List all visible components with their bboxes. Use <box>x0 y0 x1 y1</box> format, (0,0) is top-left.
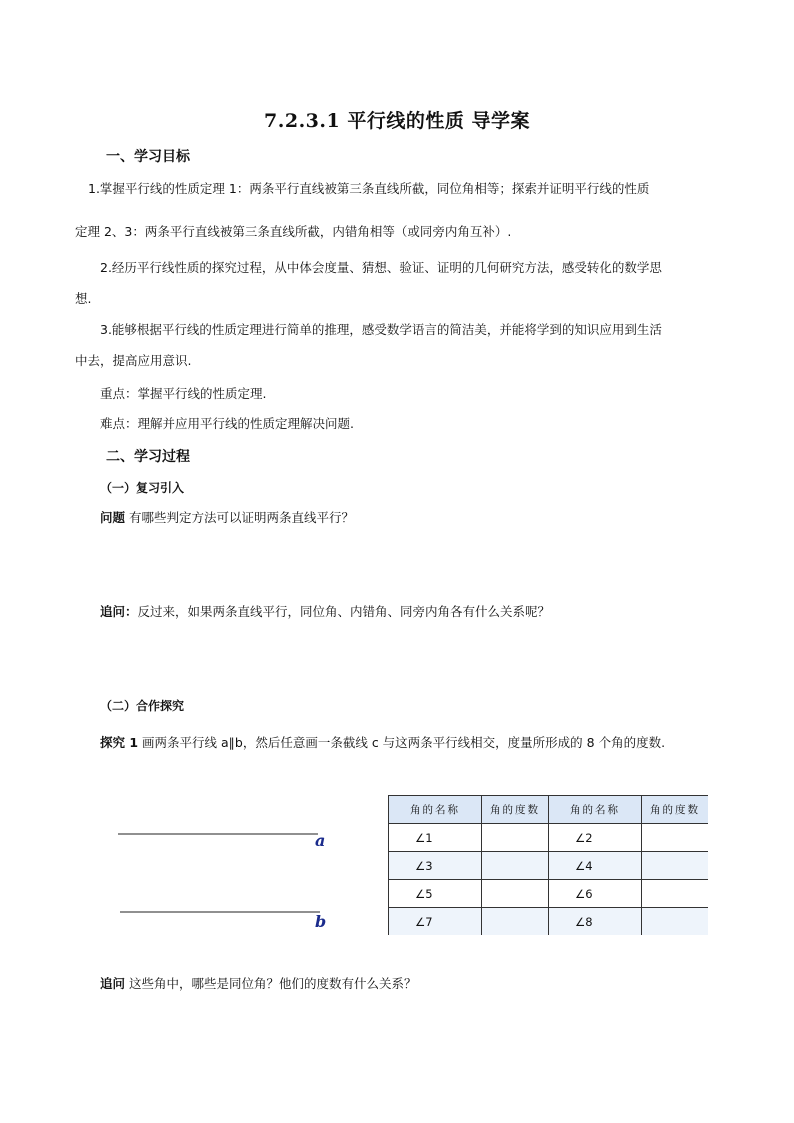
page-title: 7.2.3.1 平行线的性质 导学案 <box>264 110 530 132</box>
table-header-cell: 角的度数 <box>642 796 709 824</box>
subheading-review: （一）复习引入 <box>100 481 185 495</box>
angle-degree-cell[interactable] <box>642 852 709 880</box>
angle-degree-cell[interactable] <box>642 880 709 908</box>
difficulty-point <box>100 416 354 432</box>
followup-label: 追问： <box>100 604 138 619</box>
table-row <box>389 880 709 908</box>
angle-name-cell: ∠7 <box>389 908 482 936</box>
angle-degree-cell[interactable] <box>482 852 549 880</box>
section-heading-goals: 一、学习目标 <box>106 149 190 165</box>
angle-table <box>388 795 708 935</box>
key-point-text: 掌握平行线的性质定理. <box>137 386 267 401</box>
explore-label: 探究 1 <box>100 735 139 750</box>
angle-name-cell: ∠3 <box>389 852 482 880</box>
angle-degree-cell[interactable] <box>482 880 549 908</box>
followup-text: 反过来，如果两条直线平行，同位角、内错角、同旁内角各有什么关系呢？ <box>137 604 551 619</box>
explore-text: 画两条平行线 a∥b，然后任意画一条截线 c 与这两条平行线相交，度量所形成的 8 个角的度数. <box>138 735 666 750</box>
key-point <box>100 386 267 402</box>
table-header-cell: 角的名称 <box>549 796 642 824</box>
table-header-cell: 角的名称 <box>389 796 482 824</box>
angle-name-cell: ∠2 <box>549 824 642 852</box>
goal-2-line-2: 想. <box>75 291 92 306</box>
followup2-label: 追问 <box>100 976 126 991</box>
explore-1 <box>100 735 665 751</box>
line-a-label: a <box>315 831 326 850</box>
question <box>100 510 354 526</box>
angle-degree-cell[interactable] <box>482 824 549 852</box>
difficulty-label: 难点： <box>100 416 138 431</box>
table-row <box>389 852 709 880</box>
angle-name-cell: ∠8 <box>549 908 642 936</box>
angle-degree-cell[interactable] <box>482 908 549 936</box>
question-text: 有哪些判定方法可以证明两条直线平行？ <box>125 510 354 525</box>
followup-question-2 <box>100 976 417 992</box>
key-point-label: 重点： <box>100 386 138 401</box>
parallel-lines-figure <box>110 825 340 935</box>
angle-name-cell: ∠6 <box>549 880 642 908</box>
section-heading-process: 二、学习过程 <box>106 449 190 465</box>
table-row <box>389 908 709 936</box>
goal-2-line-1: 2.经历平行线性质的探究过程，从中体会度量、猜想、验证、证明的几何研究方法，感受转化的数学思 <box>100 260 662 275</box>
table-header-cell: 角的度数 <box>482 796 549 824</box>
goal-3-line-2: 中去，提高应用意识. <box>75 353 192 368</box>
angle-name-cell: ∠1 <box>389 824 482 852</box>
goal-3-line-1: 3.能够根据平行线的性质定理进行简单的推理，感受数学语言的简洁美，并能将学到的知识应用到生活 <box>100 322 662 337</box>
angle-degree-cell[interactable] <box>642 908 709 936</box>
followup2-text: 这些角中，哪些是同位角？他们的度数有什么关系？ <box>125 976 417 991</box>
angle-name-cell: ∠4 <box>549 852 642 880</box>
table-row <box>389 824 709 852</box>
question-label: 问题 <box>100 510 126 525</box>
angle-degree-cell[interactable] <box>642 824 709 852</box>
goal-1-line-1: 1.掌握平行线的性质定理 1：两条平行直线被第三条直线所截，同位角相等；探索并证明平行线的性质 <box>88 181 650 196</box>
goal-1-line-2: 定理 2、3：两条平行直线被第三条直线所截，内错角相等（或同旁内角互补）. <box>75 224 512 239</box>
followup-question <box>100 604 550 620</box>
table-header-row <box>389 796 709 824</box>
angle-name-cell: ∠5 <box>389 880 482 908</box>
line-b-label: b <box>315 912 327 931</box>
difficulty-text: 理解并应用平行线的性质定理解决问题. <box>137 416 354 431</box>
subheading-explore: （二）合作探究 <box>100 699 185 713</box>
